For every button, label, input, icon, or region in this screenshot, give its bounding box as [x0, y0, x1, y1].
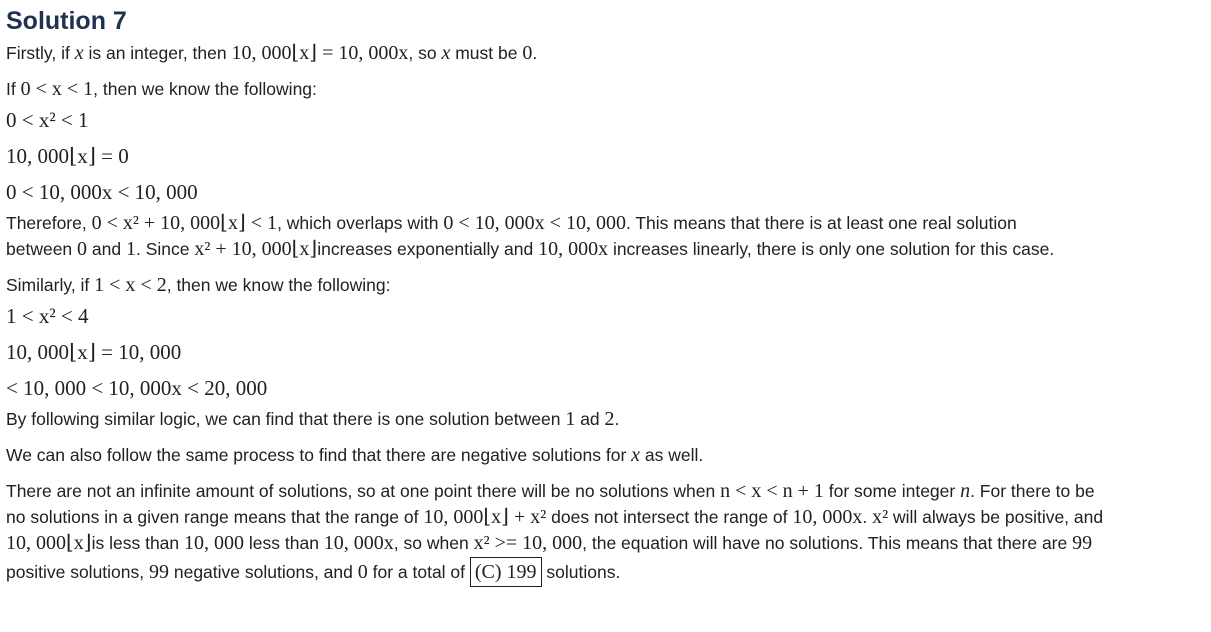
math: x² >= 10, 000: [473, 532, 583, 554]
text: will always be positive, and: [888, 507, 1104, 527]
text: must be: [450, 43, 523, 63]
math: x² + 10, 000⌊x⌋: [194, 238, 318, 260]
paragraph-therefore: [6, 210, 1205, 236]
text: positive solutions,: [6, 562, 149, 582]
text: Similarly, if: [6, 275, 95, 295]
paragraph-conclusion-2: [6, 504, 1205, 530]
math: 10, 000⌊x⌋ + x²: [423, 506, 547, 528]
math: 10, 000: [184, 532, 245, 554]
text: , so: [408, 43, 442, 63]
math: 10, 000x: [538, 238, 609, 260]
text: between: [6, 239, 78, 259]
paragraph-conclusion-4: [6, 556, 1205, 588]
math: 99: [149, 561, 169, 583]
text: . This means that there is at least one real solution: [625, 213, 1017, 233]
math: x: [441, 42, 451, 64]
solution-heading: Solution 7: [6, 7, 127, 35]
math: x: [631, 444, 641, 466]
math: n: [960, 480, 971, 502]
text: . Since: [135, 239, 195, 259]
equation-line: 0 < x² < 1: [6, 108, 89, 132]
text: does not intersect the range of: [546, 507, 793, 527]
math: 10, 000x: [323, 532, 394, 554]
math: n < x < n + 1: [720, 480, 824, 502]
math: 0 < 10, 000x < 10, 000: [443, 212, 626, 234]
equation-line: 10, 000⌊x⌋ = 0: [6, 144, 129, 168]
text: There are not an infinite amount of solutions, so at one point there will be no solutions when: [6, 481, 721, 501]
text: solutions.: [541, 562, 621, 582]
text: and: [87, 239, 126, 259]
paragraph-conclusion-3: [6, 530, 1205, 556]
text: ad: [575, 409, 605, 429]
text: no solutions in a given range means that the range of: [6, 507, 424, 527]
paragraph-integer-case: [6, 40, 1205, 66]
text: , then we know the following:: [166, 275, 391, 295]
math: 1: [565, 408, 576, 430]
text: Firstly, if: [6, 43, 75, 63]
text: . For there to be: [970, 481, 1095, 501]
text: If: [6, 79, 21, 99]
text: for a total of: [367, 562, 470, 582]
math: 0: [77, 238, 88, 260]
paragraph-therefore-cont: [6, 236, 1205, 262]
math: 0 < x < 1: [20, 78, 94, 100]
text: is an integer, then: [83, 43, 232, 63]
math: 1: [125, 238, 136, 260]
paragraph-negative: [6, 442, 1205, 468]
text: .: [614, 409, 620, 429]
equation-line: 0 < 10, 000x < 10, 000: [6, 180, 198, 204]
text: By following similar logic, we can find that there is one solution between: [6, 409, 566, 429]
text: We can also follow the same process to find that there are negative solutions for: [6, 445, 632, 465]
text: is less than: [91, 533, 185, 553]
paragraph-similar-logic: [6, 406, 1205, 432]
math: 0 < x² + 10, 000⌊x⌋ < 1: [91, 212, 278, 234]
math: 10, 000x: [792, 506, 863, 528]
math: 0: [357, 561, 368, 583]
math: 10, 000⌊x⌋ = 10, 000x: [231, 42, 409, 64]
math: 0: [522, 42, 533, 64]
text: increases exponentially and: [317, 239, 539, 259]
math: 2: [604, 408, 615, 430]
text: .: [862, 507, 873, 527]
text: increases linearly, there is only one solution for this case.: [608, 239, 1055, 259]
text: , which overlaps with: [277, 213, 444, 233]
text: , then we know the following:: [93, 79, 317, 99]
paragraph-case-0-1: [6, 76, 1205, 102]
math: x: [74, 42, 84, 64]
text: .: [532, 43, 538, 63]
equation-line: 1 < x² < 4: [6, 304, 89, 328]
text: as well.: [640, 445, 704, 465]
text: , the equation will have no solutions. This means that there are: [582, 533, 1073, 553]
math: x²: [872, 506, 889, 528]
math: 1 < x < 2: [94, 274, 167, 296]
equation-line: 10, 000⌊x⌋ = 10, 000: [6, 340, 182, 364]
boxed-answer: (C) 199: [470, 557, 542, 587]
math: 99: [1072, 532, 1093, 554]
paragraph-case-1-2: [6, 272, 1205, 298]
equation-line: < 10, 000 < 10, 000x < 20, 000: [6, 376, 268, 400]
text: , so when: [393, 533, 474, 553]
text: less than: [244, 533, 324, 553]
text: negative solutions, and: [169, 562, 358, 582]
text: Therefore,: [6, 213, 92, 233]
math: 10, 000⌊x⌋: [6, 532, 92, 554]
paragraph-conclusion-1: [6, 478, 1205, 504]
text: for some integer: [823, 481, 961, 501]
